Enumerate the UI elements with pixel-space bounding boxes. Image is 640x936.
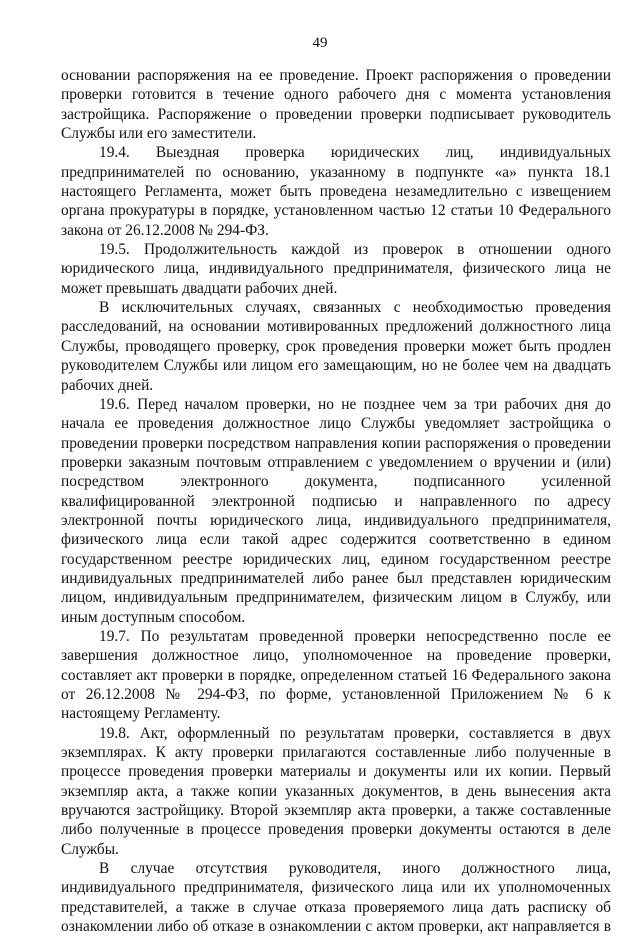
paragraph-19-5: 19.5. Продолжительность каждой из проверок в отношении одного юридического лица, индивидуального предпринимателя, физического лица не может превышать двадцати рабочих дней.: [61, 241, 611, 297]
paragraph-19-7: 19.7. По результатам проведенной проверки непосредственно после ее завершения должностное лицо, уполномоченное на проведение проверки, составляет акт проверки в порядке, определенном статьей 16 Федерального закона от 26.12.2008 № 294-ФЗ, по форме, установленной Приложением № 6 к настоящему Регламенту.: [61, 627, 611, 723]
paragraph-continuation: основании распоряжения на ее проведение. Проект распоряжения о проведении проверки готовится в течение одного рабочего дня с момента установления застройщика. Распоряжение о проведении проверки подписывает руководитель Службы или его заместители.: [61, 67, 611, 143]
page-number: 49: [312, 35, 328, 51]
paragraph-19-8: 19.8. Акт, оформленный по результатам проверки, составляется в двух экземплярах. К акту проверки прилагаются составленные либо полученные в процессе проведения проверки материалы и документы или их копии. Первый экземпляр акта, а также копии указанных документов, в день вынесения акта вручаются застройщику. Второй экземпляр акта проверки, а также составленные либо полученные в процессе проведения проверки документы остаются в деле Службы.: [61, 724, 611, 858]
paragraph-exceptional-cases: В исключительных случаях, связанных с необходимостью проведения расследований, на основании мотивированных предложений должностного лица Службы, проводящего проверку, срок проведения проверки может быть продлен руководителем Службы или лицом его замещающим, но не более чем на двадцать рабочих дней.: [61, 299, 611, 394]
paragraph-absence-case: В случае отсутствия руководителя, иного должностного лица, индивидуального предпринимателя, физического лица или их уполномоченных представителей, а также в случае отказа проверяемого лица дать расписку об ознакомлении либо об отказе в ознакомлении с актом проверки, акт направляется в: [61, 860, 611, 936]
document-body: [61, 66, 611, 936]
paragraph-19-4: 19.4. Выездная проверка юридических лиц, индивидуальных предпринимателей по основанию, указанному в подпункте «а» пункта 18.1 настоящего Регламента, может быть проведена незамедлительно с извещением органа прокуратуры в порядке, установленном частью 12 статьи 10 Федерального закона от 26.12.2008 № 294-ФЗ.: [61, 144, 611, 239]
paragraph-19-6: 19.6. Перед началом проверки, но не позднее чем за три рабочих дня до начала ее проведения должностное лицо Службы уведомляет застройщика о проведении проверки посредством направления копии распоряжения о проведении проверки заказным почтовым отправлением с уведомлением о вручении и (или) посредством электронного документа, подписанного усиленной квалифицированной электронной подписью и направленного по адресу электронной почты юридического лица, индивидуального предпринимателя, физического лица если такой адрес содержится соответственно в едином государственном реестре юридических лиц, едином государственном реестре индивидуальных предпринимателей либо ранее был представлен юридическим лицом, индивидуальным предпринимателем, физическим лицом в Службу, или иным доступным способом.: [61, 395, 611, 626]
